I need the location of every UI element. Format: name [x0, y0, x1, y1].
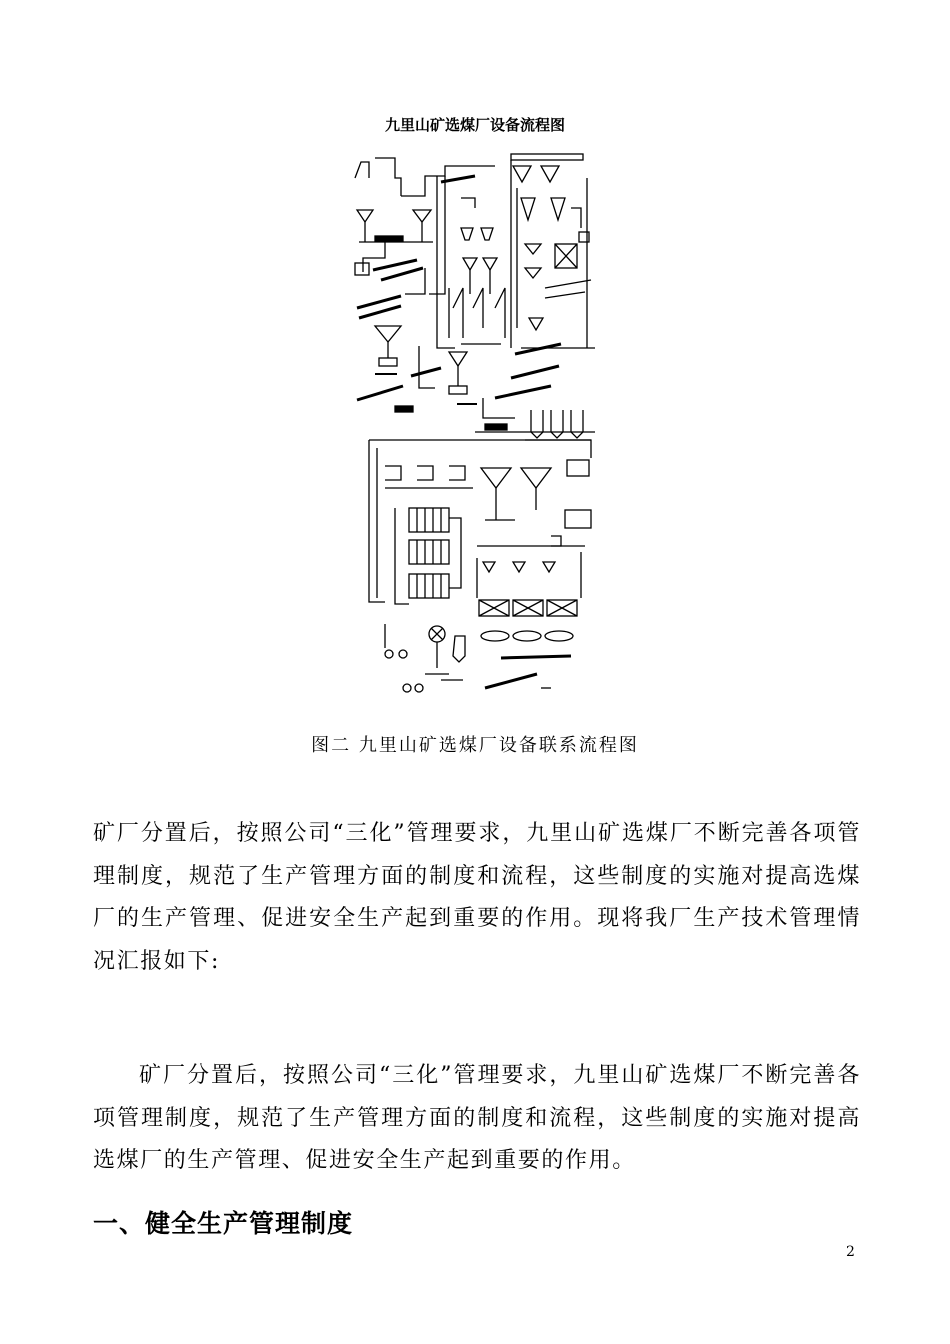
process-flow-diagram	[345, 148, 607, 708]
upper-flow-section	[355, 154, 595, 440]
figure-caption: 图二 九里山矿选煤厂设备联系流程图	[311, 735, 639, 756]
intro-paragraph: 矿厂分置后，按照公司“三化”管理要求，九里山矿选煤厂不断完善各项管理制度，规范了生产管理方面的制度和流程，这些制度的实施对提高选煤厂的生产管理、促进安全生产起到重要的作用。现将我厂生产技术管理情况汇报如下:	[93, 821, 861, 974]
page-number: 2	[846, 1244, 855, 1260]
section-heading: 一、健全生产管理制度	[93, 1209, 354, 1238]
lower-flow-section	[369, 440, 591, 692]
figure-title: 九里山矿选煤厂设备流程图	[384, 116, 565, 134]
body-paragraph: 矿厂分置后，按照公司“三化”管理要求，九里山矿选煤厂不断完善各项管理制度，规范了生产管理方面的制度和流程，这些制度的实施对提高选煤厂的生产管理、促进安全生产起到重要的作用。	[93, 1063, 861, 1173]
